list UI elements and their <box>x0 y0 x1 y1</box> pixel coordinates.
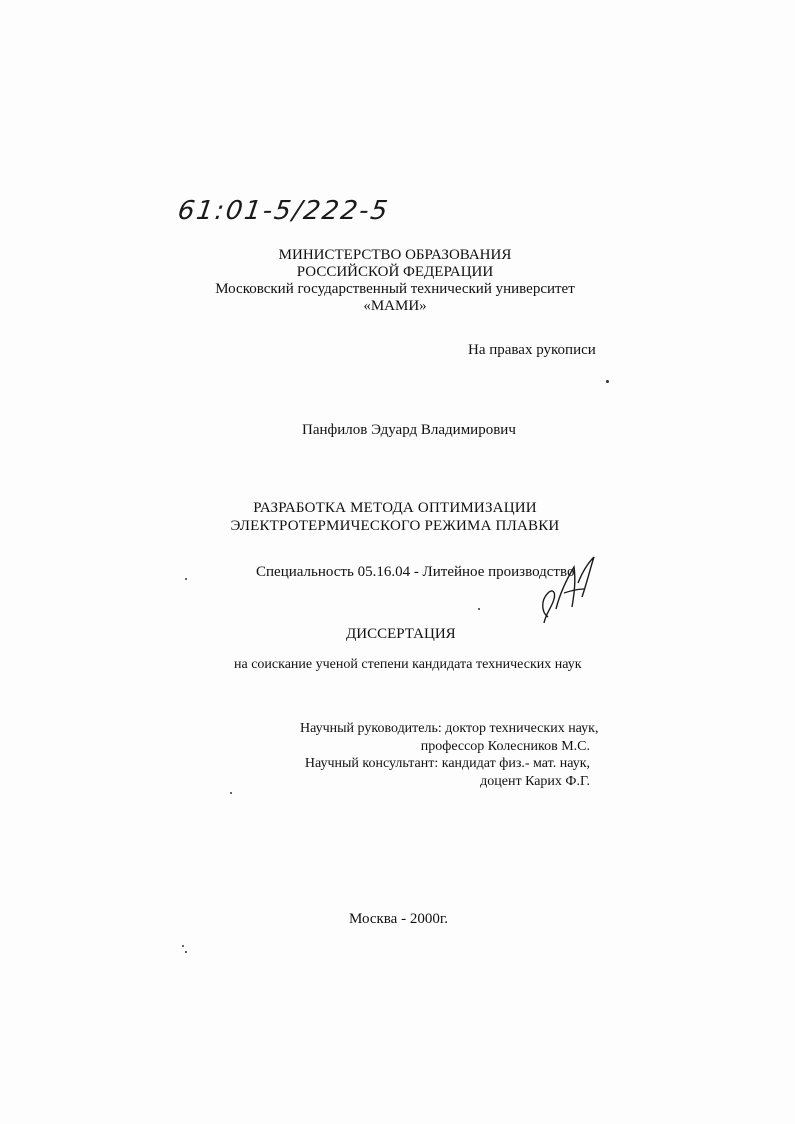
author-name: Панфилов Эдуард Владимирович <box>302 422 516 438</box>
scan-speck <box>478 608 480 610</box>
university-short-name: «МАМИ» <box>363 298 427 314</box>
city-year: Москва - 2000г. <box>349 911 449 927</box>
ministry-header <box>200 247 590 315</box>
ministry-line-2: РОССИЙСКОЙ ФЕДЕРАЦИИ <box>296 264 494 280</box>
signature-icon <box>538 553 598 630</box>
title-line-1: РАЗРАБОТКА МЕТОДА ОПТИМИЗАЦИИ <box>253 500 537 516</box>
university-name: Московский государственный технический университет <box>215 281 575 297</box>
handwritten-catalog-code: 61:01-5/222-5 <box>175 196 392 226</box>
scan-speck <box>230 792 232 794</box>
ministry-line-1: МИНИСТЕРСТВО ОБРАЗОВАНИЯ <box>278 247 512 263</box>
scan-speck <box>185 951 187 953</box>
consultant-line-1: Научный консультант: кандидат физ.- мат. наук, <box>304 756 590 771</box>
supervisor-line-2: профессор Колесников М.С. <box>420 738 590 754</box>
degree-line: на соискание ученой степени кандидата технических наук <box>234 657 582 672</box>
dissertation-title <box>200 499 590 535</box>
title-line-2: ЭЛЕКТРОТЕРМИЧЕСКОГО РЕЖИМА ПЛАВКИ <box>230 518 560 534</box>
scan-speck <box>185 578 187 580</box>
rights-note: На правах рукописи <box>468 342 596 358</box>
specialty-line: Специальность 05.16.04 - Литейное производство <box>256 564 575 580</box>
scan-speck <box>182 945 184 947</box>
scan-speck <box>606 380 609 383</box>
advisors-block <box>300 720 599 790</box>
document-type: ДИССЕРТАЦИЯ <box>346 626 456 642</box>
supervisor-line-1: Научный руководитель: доктор технических наук, <box>300 721 599 736</box>
consultant-line-2: доцент Карих Ф.Г. <box>480 773 590 789</box>
